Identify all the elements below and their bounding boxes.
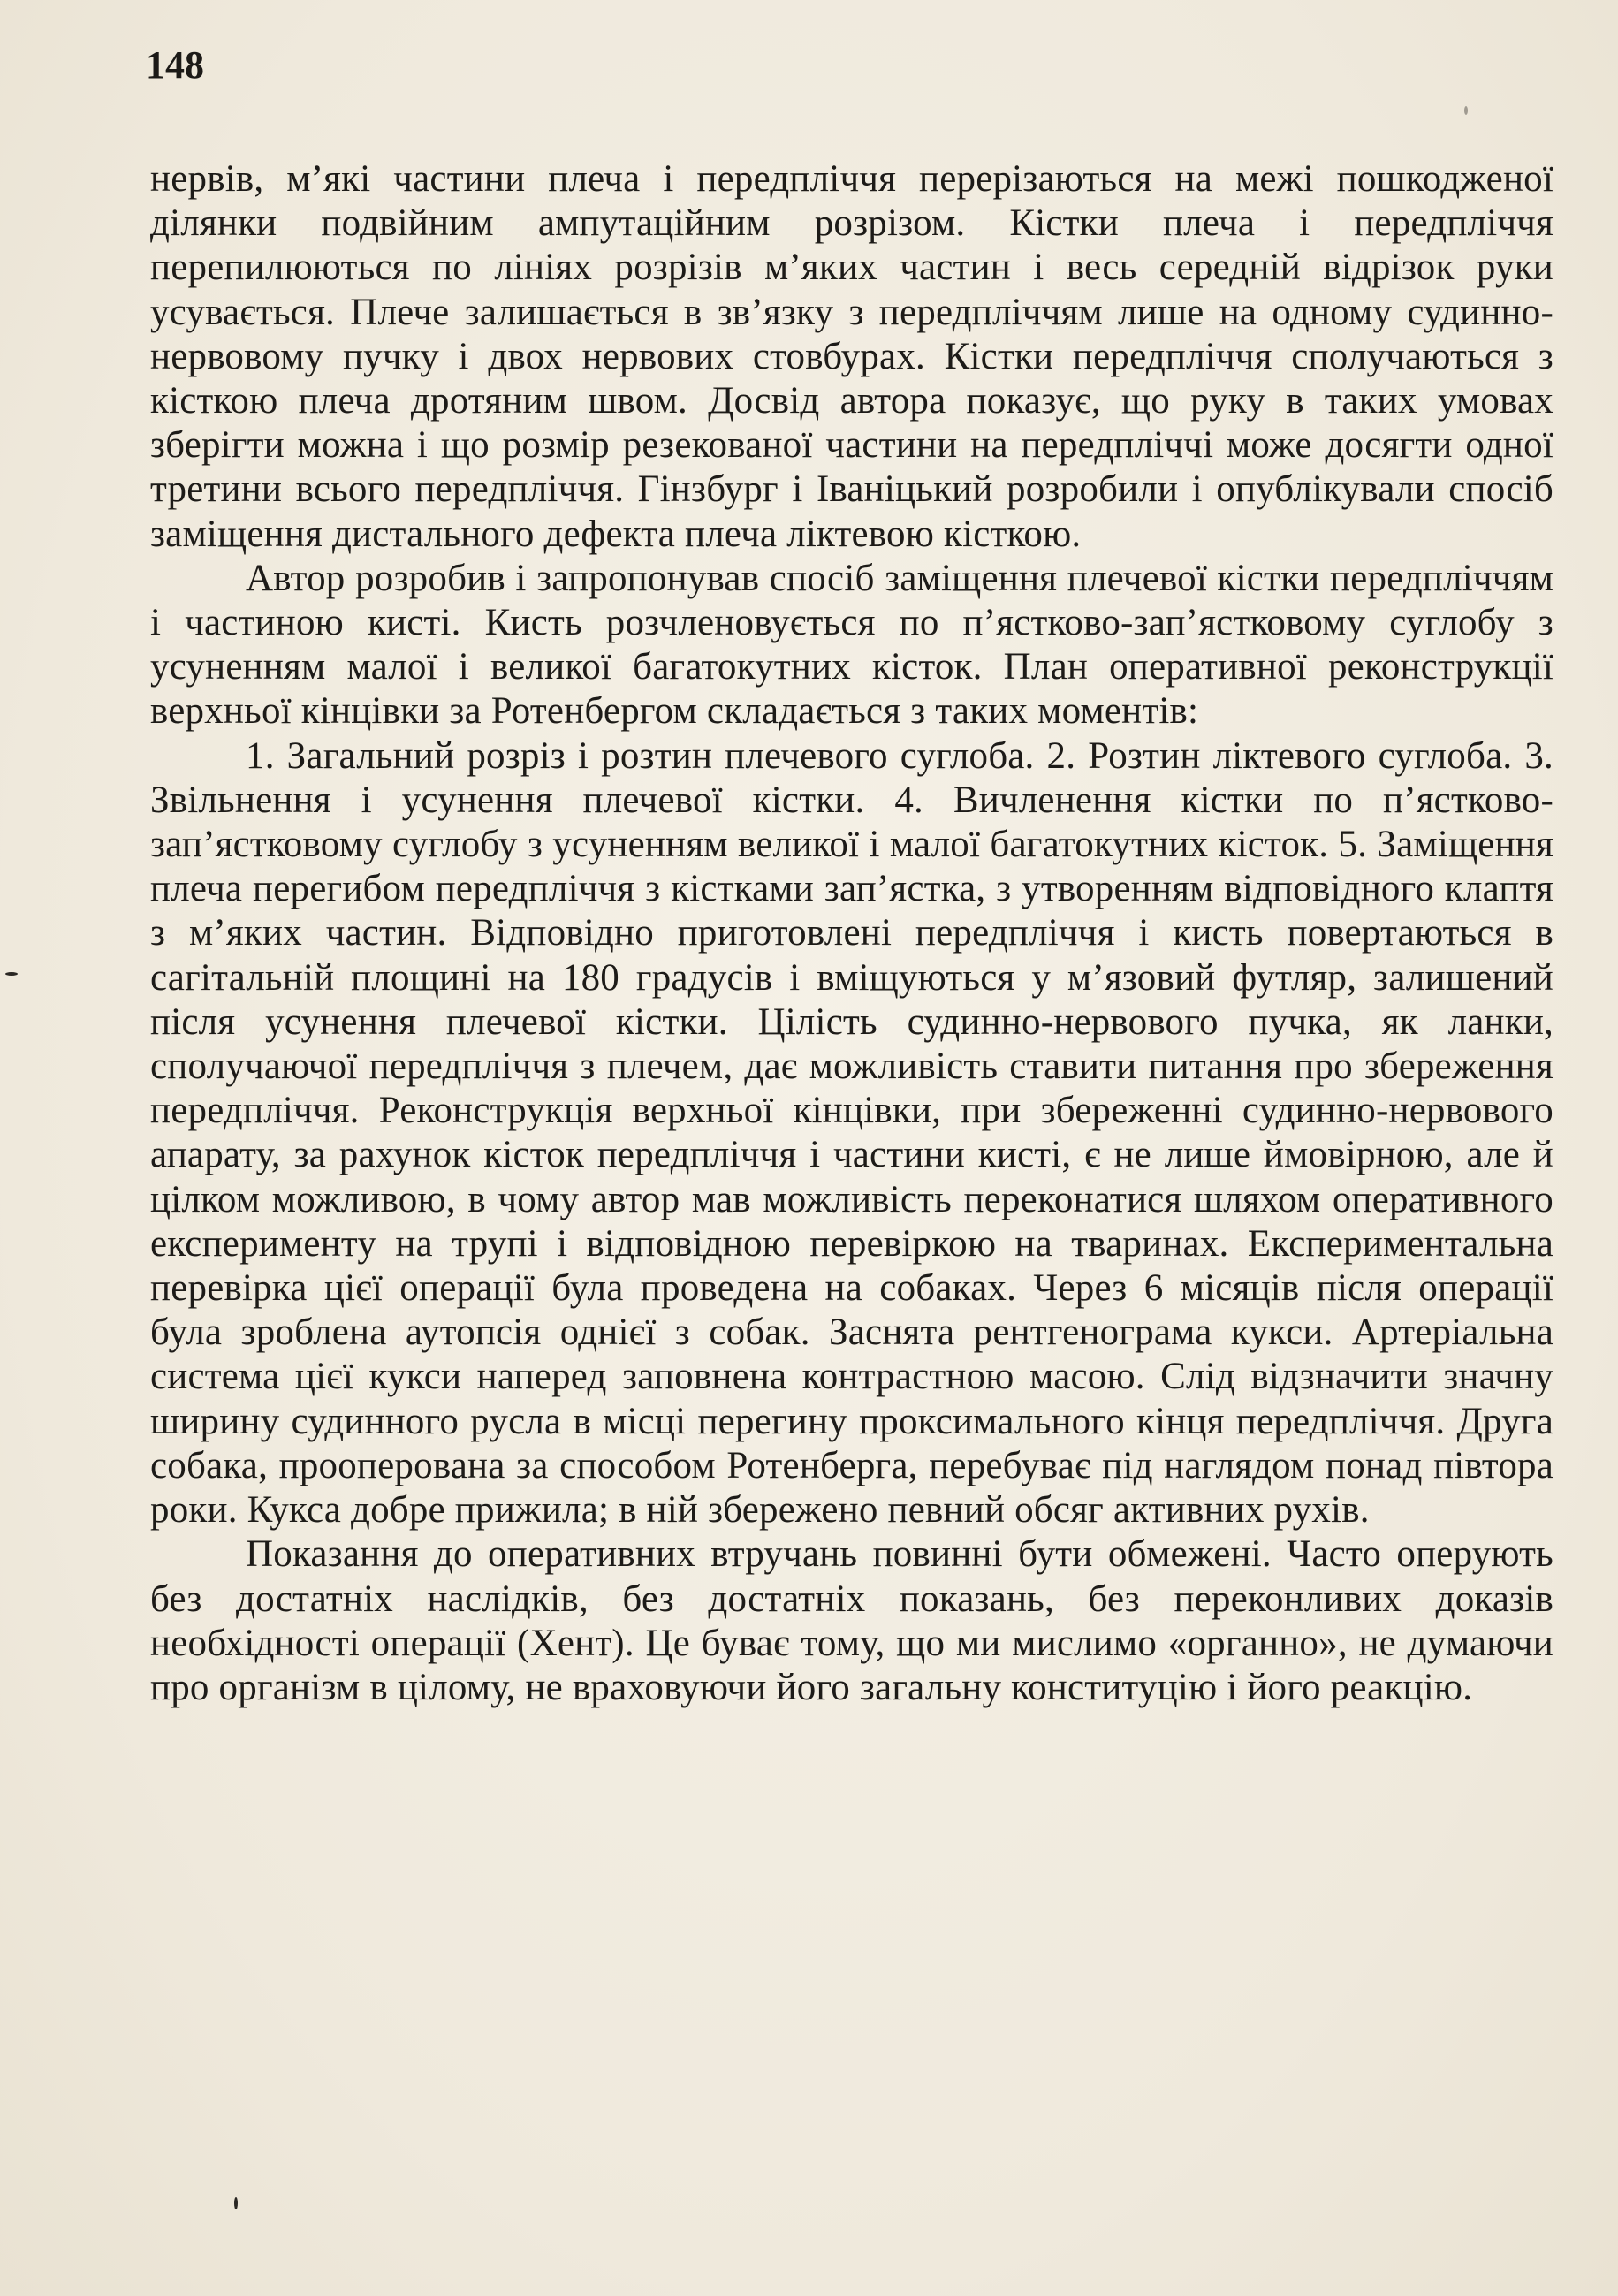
paragraph-operation-steps: 1. Загальний розріз і розтин плечевого суглоба. 2. Розтин ліктевого суглоба. 3. Звільнення і усунення плечевої кістки. 4. Вичленення кістки по п’ястково-зап’ястковому суглобу з усуненням великої і малої багатокутних кісток. 5. Заміщення плеча перегибом передпліччя з кістками зап’ястка, з утворенням відповідного клаптя з м’яких частин. Відповідно приготовлені передпліччя і кисть повертаються в сагітальній площині на 180 градусів і вміщуються у м’язовий футляр, залишений після усунення плечевої кістки. Цілість судинно-нервового пучка, як ланки, сполучаючої передпліччя з плечем, дає можливість ставити питання про збереження передпліччя. Реконструкція верхньої кінцівки, при збереженні судинно-нервового апарату, за рахунок кісток передпліччя і частини кисті, є не лише ймовірною, але й цілком можливою, в чому автор мав можливість переконатися шляхом оперативного експерименту на трупі і відповідною перевіркою на тваринах. Експериментальна перевірка цієї операції була проведена на собаках. Через 6 місяців після операції була зроблена аутопсія однієї з собак. Заснята рентгенограма кукси. Артеріальна система цієї кукси наперед заповнена контрастною масою. Слід відзначити значну ширину судинного русла в місці перегину проксимального кінця передпліччя. Друга собака, прооперована за способом Ротенберга, перебуває під наглядом понад півтора роки. Кукса добре прижила; в ній збережено певний обсяг активних рухів. [150,734,1553,1532]
scan-mark [1464,106,1468,115]
scan-mark [234,2197,238,2209]
scan-mark [5,972,18,976]
paragraph-author-method: Автор розробив і запропонував спосіб заміщення плечевої кістки передпліччям і частиною кисті. Кисть розчленовується по п’ястково-зап’ястковому суглобу з усуненням малої і великої багатокутних кісток. План оперативної реконструкції верхньої кінцівки за Ротенбергом складається з таких моментів: [150,557,1553,733]
paragraph-indications: Показання до оперативних втручань повинні бути обмежені. Часто оперують без достатніх наслідків, без достатніх показань, без переконливих доказів необхідності операції (Хент). Це буває тому, що ми мислимо «органно», не думаючи про організм в цілому, не враховуючи його загальну конституцію і його реакцію. [150,1533,1553,1708]
page-number: 148 [146,43,204,87]
paragraph-continuation: нервів, м’які частини плеча і передпліччя перерізаються на межі пошкодженої ділянки подвійним ампутаційним розрізом. Кістки плеча і передпліччя перепилюються по лініях розрізів м’яких частин і весь середній відрізок руки усувається. Плече залишається в зв’язку з передпліччям лише на одному судинно-нервовому пучку і двох нервових стовбурах. Кістки передпліччя сполучаються з кісткою плеча дротяним швом. Досвід автора показує, що руку в таких умовах зберігти можна і що розмір резекованої частини на передпліччі може досягти одної третини всього передпліччя. Гінзбург і Іваніцький розробили і опублікували спосіб заміщення дистального дефекта плеча ліктевою кісткою. [150,158,1553,555]
body-text [150,157,1553,1710]
